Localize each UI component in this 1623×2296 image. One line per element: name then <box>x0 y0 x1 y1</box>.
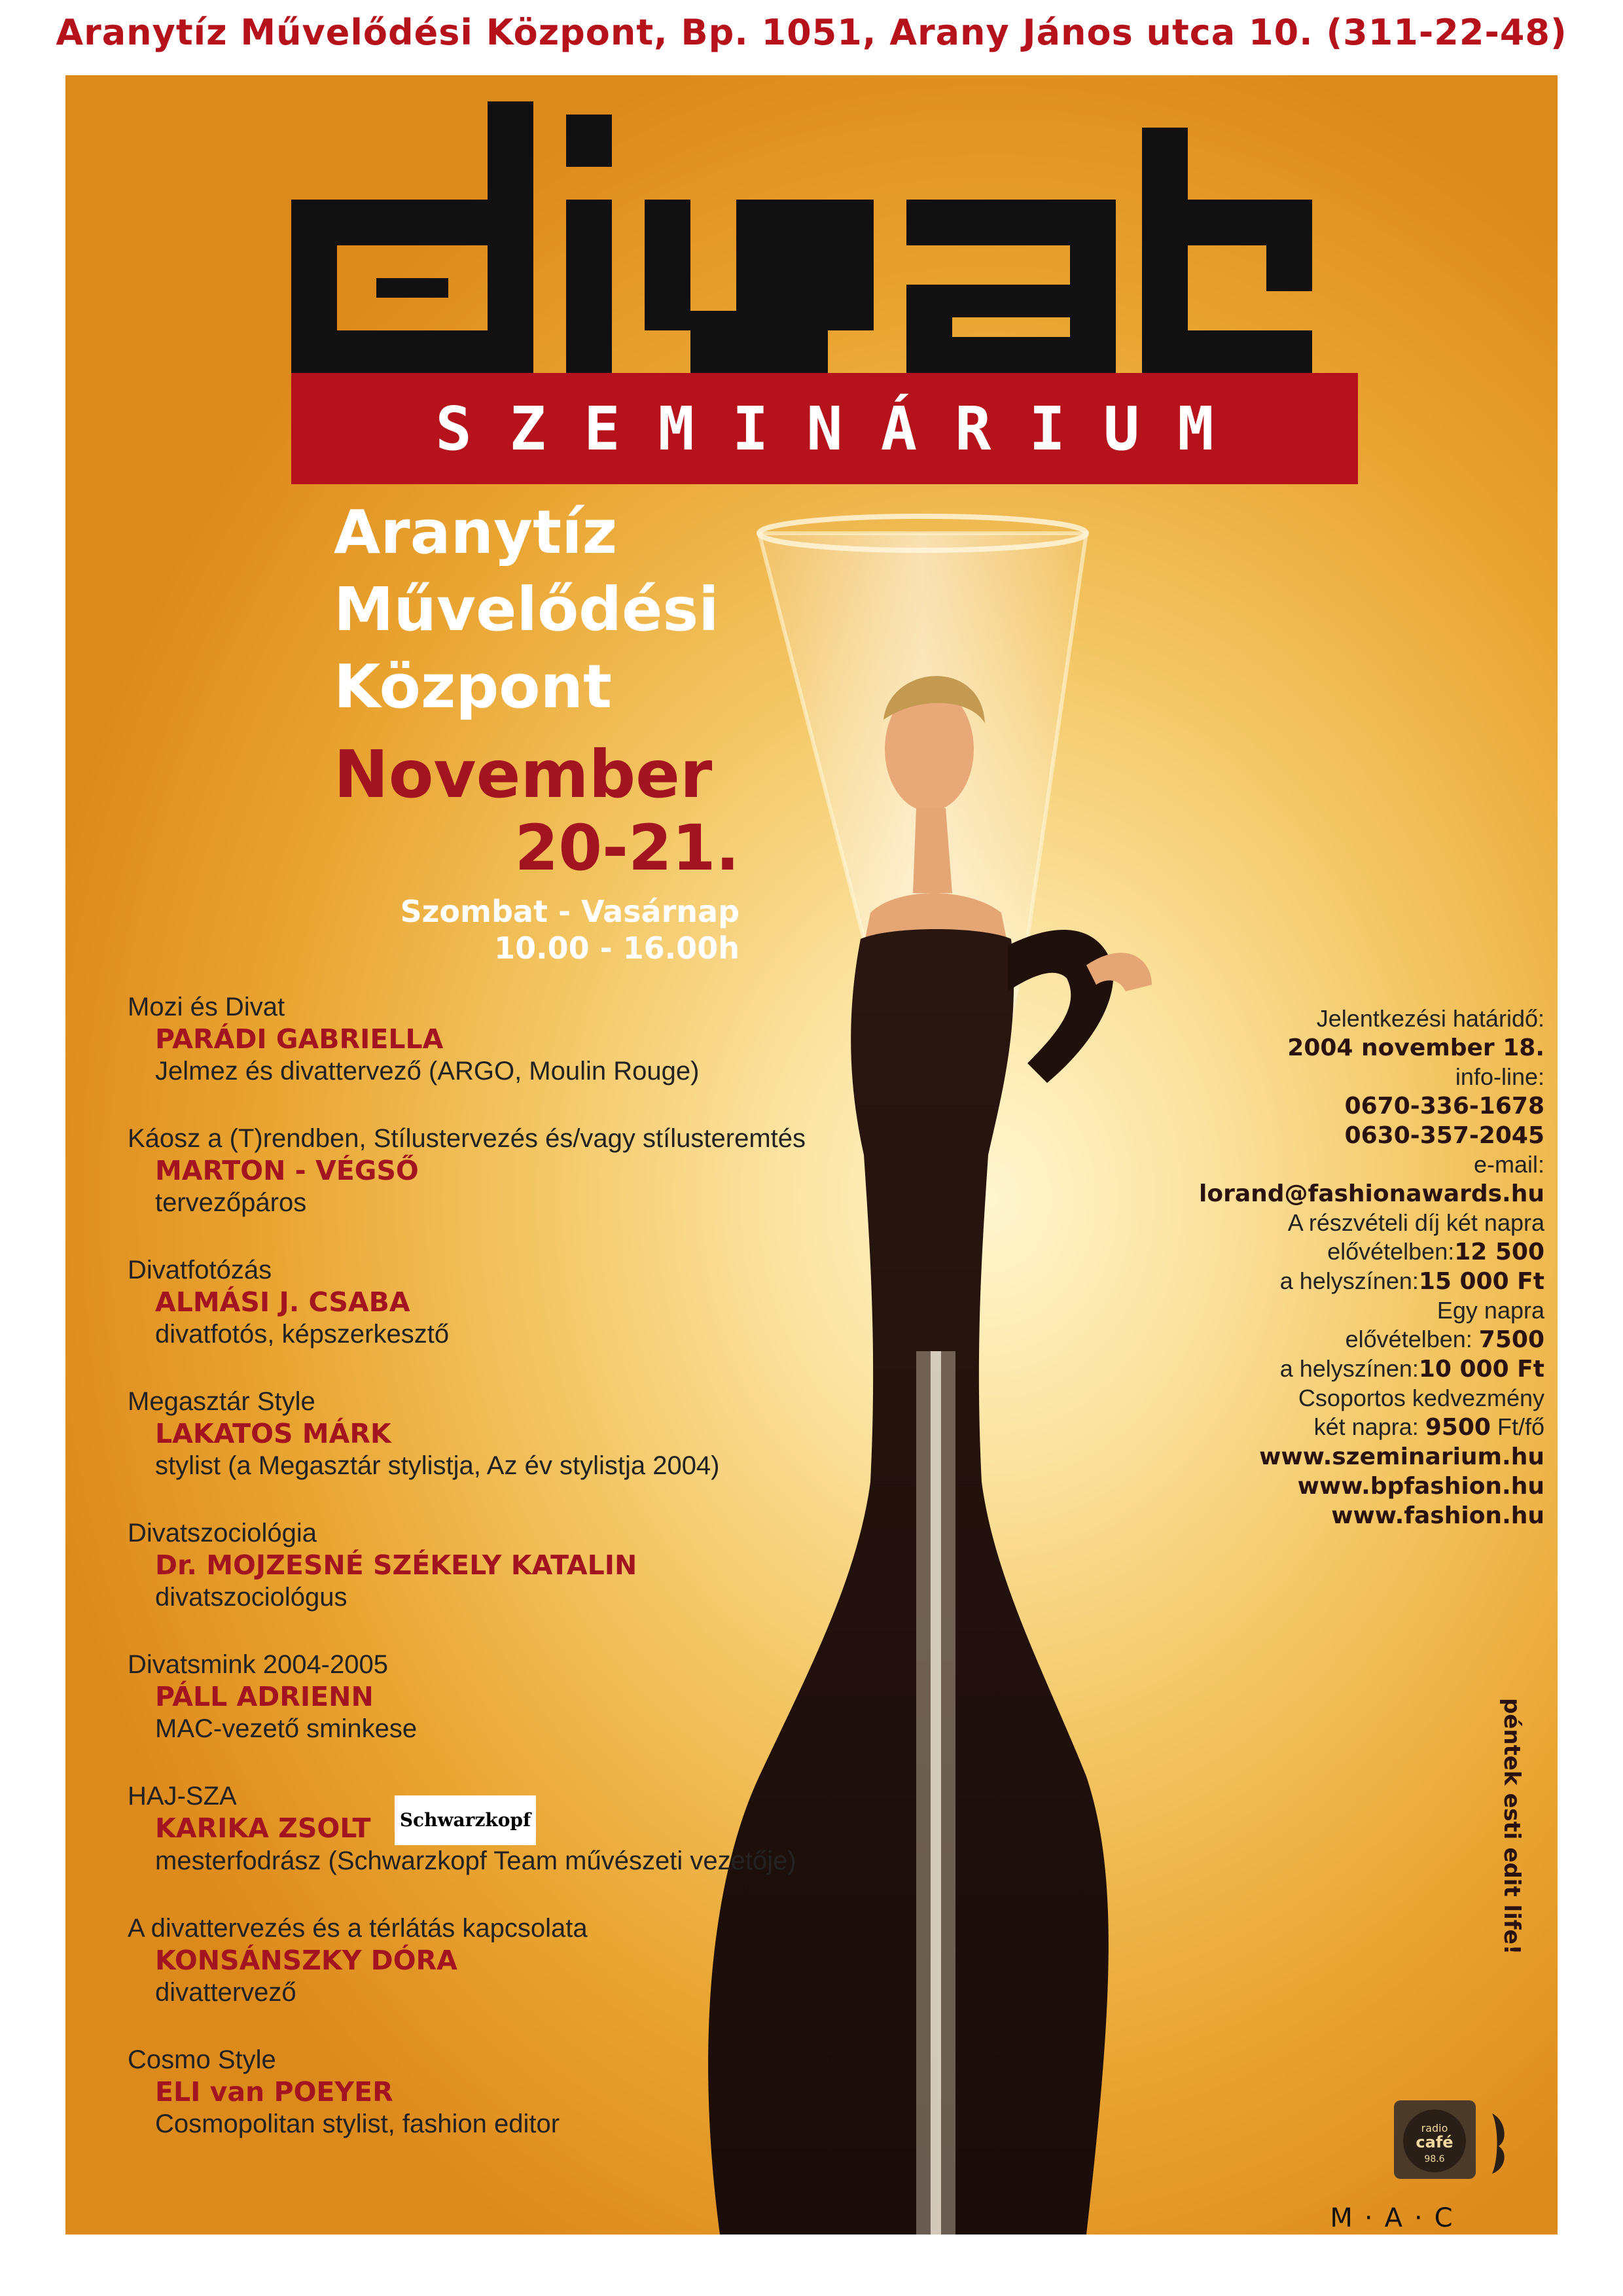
schwarzkopf-logo: Schwarzkopf <box>395 1795 536 1845</box>
program-speaker: KONSÁNSZKY DÓRA <box>155 1945 457 1976</box>
onsite-price-two: 15 000 Ft <box>1418 1268 1544 1295</box>
program-description: mesterfodrász (Schwarzkopf Team művészeti vezetője) <box>155 1846 796 1875</box>
event-time: 10.00 - 16.00h <box>494 930 740 966</box>
program-category: A divattervezés és a térlátás kapcsolata <box>128 1914 588 1943</box>
program-speaker: ALMÁSI J. CSABA <box>155 1286 410 1318</box>
program-category: Mozi és Divat <box>128 993 285 1021</box>
advance-label: elővételben: <box>1327 1238 1455 1265</box>
event-month: November <box>334 736 713 813</box>
program-item <box>128 1649 913 1745</box>
phone-number: 0670-336-1678 <box>1344 1093 1544 1120</box>
radio-cafe-logo <box>1394 2100 1518 2179</box>
group-unit: Ft/fő <box>1497 1413 1544 1440</box>
program-category: Cosmo Style <box>128 2045 276 2074</box>
seminar-title: SZEMINÁRIUM <box>435 393 1252 464</box>
program-description: divatszociológus <box>155 1583 348 1612</box>
program-description: Cosmopolitan stylist, fashion editor <box>155 2110 560 2138</box>
program-category: Káosz a (T)rendben, Stílustervezés és/vagy stílusteremtés <box>128 1124 806 1153</box>
program-item <box>128 1254 913 1351</box>
advance-label: elővételben: <box>1345 1326 1472 1352</box>
side-slogan-text: péntek esti edit life! <box>1499 1698 1525 1955</box>
program-speaker: PÁLL ADRIENN <box>155 1681 374 1712</box>
program-speaker: Dr. MOJZESNÉ SZÉKELY KATALIN <box>155 1549 637 1581</box>
header-address: Aranytíz Művelődési Központ, Bp. 1051, Arany János utca 10. (311-22-48) <box>56 12 1567 53</box>
venue-line3: Központ <box>334 652 612 722</box>
program-description: divatfotós, képszerkesztő <box>155 1320 450 1349</box>
program-description: Jelmez és divattervező (ARGO, Moulin Rouge) <box>155 1057 700 1086</box>
program-speaker <box>128 1809 913 1845</box>
program-speaker-name: KARIKA ZSOLT <box>155 1812 371 1844</box>
website-link[interactable]: www.bpfashion.hu <box>1297 1473 1544 1500</box>
poster <box>65 75 1558 2234</box>
program-description: divattervező <box>155 1978 296 2007</box>
email-label: e-mail: <box>1473 1151 1544 1178</box>
program-category: Divatfotózás <box>128 1256 272 1284</box>
event-schedule <box>327 893 740 966</box>
radio-cafe-text: radio <box>1421 2122 1448 2134</box>
program-item <box>128 1386 913 1482</box>
event-weekday: Szombat - Vasárnap <box>400 894 740 929</box>
radio-cafe-name: café <box>1416 2133 1454 2151</box>
program-item <box>128 2044 913 2140</box>
website-link[interactable]: www.fashion.hu <box>1331 1502 1544 1529</box>
divat-logo <box>291 101 1358 376</box>
program-item <box>128 1517 913 1614</box>
onsite-label: a helyszínen: <box>1279 1267 1419 1294</box>
deadline-date: 2004 november 18. <box>1287 1034 1544 1061</box>
infoline-label: info-line: <box>1455 1063 1544 1090</box>
program-category: Divatszociológia <box>128 1519 317 1547</box>
group-discount: Csoportos kedvezmény <box>1298 1385 1544 1411</box>
program-category: Divatsmink 2004-2005 <box>128 1650 388 1679</box>
program-item <box>128 1780 913 1877</box>
registration-info <box>1034 1004 1544 1530</box>
side-slogan <box>1499 1698 1544 2038</box>
advance-price-two: 12 500 <box>1454 1239 1544 1265</box>
event-days: 20-21. <box>514 811 740 885</box>
program-description: MAC-vezető sminkese <box>155 1714 418 1743</box>
deadline-label: Jelentkezési határidő: <box>1316 1005 1544 1032</box>
program-speaker: MARTON - VÉGSŐ <box>155 1155 419 1186</box>
venue-title <box>334 494 719 726</box>
mac-logo-text: M·A·C <box>1330 2203 1465 2233</box>
program-speaker: PARÁDI GABRIELLA <box>155 1023 444 1055</box>
program-item <box>128 1123 913 1219</box>
email-address: lorand@fashionawards.hu <box>1199 1180 1544 1207</box>
program-speaker: ELI van POEYER <box>155 2076 393 2108</box>
program-category: HAJ-SZA <box>128 1782 237 1810</box>
mac-logo <box>1299 2202 1495 2234</box>
radio-cafe-frequency: 98.6 <box>1424 2154 1445 2164</box>
group-price: 9500 <box>1425 1414 1491 1441</box>
fee-two-days: A részvételi díj két napra <box>1287 1209 1544 1236</box>
group-label: két napra: <box>1313 1413 1419 1440</box>
onsite-price-one: 10 000 Ft <box>1418 1356 1544 1383</box>
fee-one-day: Egy napra <box>1436 1297 1544 1324</box>
onsite-label: a helyszínen: <box>1279 1355 1419 1382</box>
venue-line2: Művelődési <box>334 574 719 645</box>
program-description: stylist (a Megasztár stylistja, Az év stylistja 2004) <box>155 1451 720 1480</box>
website-link[interactable]: www.szeminarium.hu <box>1259 1443 1544 1470</box>
program-speaker: LAKATOS MÁRK <box>155 1418 391 1449</box>
phone-number: 0630-357-2045 <box>1344 1122 1544 1149</box>
program-category: Megasztár Style <box>128 1387 315 1416</box>
venue-line1: Aranytíz <box>334 497 618 567</box>
program-item <box>128 1913 913 2009</box>
program-item <box>128 991 913 1087</box>
advance-price-one: 7500 <box>1478 1326 1544 1353</box>
seminar-title-bar <box>291 373 1358 484</box>
program-description: tervezőpáros <box>155 1188 307 1217</box>
program-list <box>128 991 913 2176</box>
